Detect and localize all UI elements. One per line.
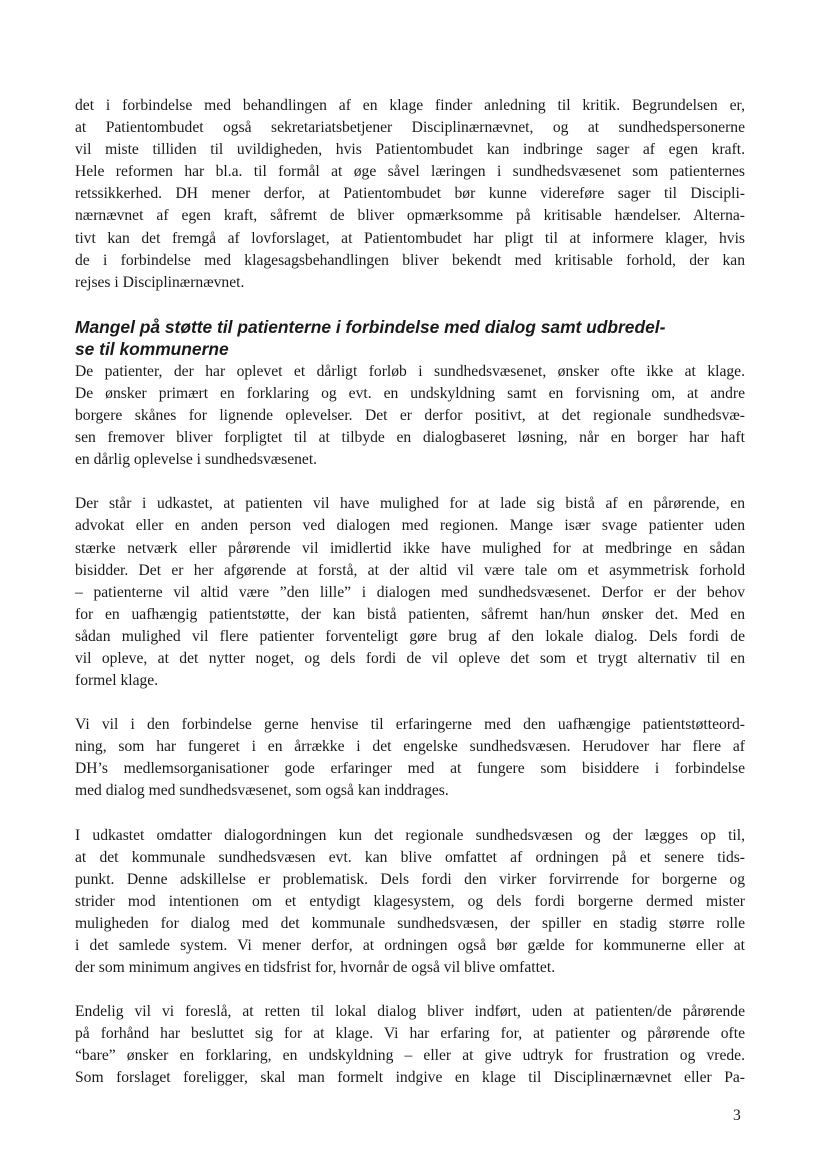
paragraph-dialog-intro <box>75 361 745 471</box>
text-line: Der står i udkastet, at patienten vil have mulighed for at lade sig bistå af en pårørende, en <box>75 495 745 513</box>
page-number: 3 <box>733 1107 741 1124</box>
text-line: sådan mulighed vil flere patienter forventeligt gøre brug af den lokale dialog. Dels fordi de <box>75 627 745 645</box>
text-line: nærnævnet af egen kraft, såfremt de bliver opmærksomme på kritisable hændelser. Alterna- <box>75 207 745 225</box>
text-line: borgere skånes for lignende oplevelser. Det er derfor positivt, at det regionale sundhedsvæ- <box>75 407 745 425</box>
paragraph-patient-support <box>75 493 745 692</box>
text-line: DH’s medlemsorganisationer gode erfaringer med at fungere som bisiddere i forbindelse <box>75 760 745 778</box>
text-line: punkt. Denne adskillelse er problematisk. Dels fordi den virker forvirrende for borgerne og <box>75 870 745 888</box>
text-line: strider mod intentionen om et entydigt klagesystem, og dels fordi borgerne dermed mister <box>75 892 745 910</box>
text-line: vil miste tilliden til uvildigheden, hvis Patientombudet kan indbringe sager af egen kraft. <box>75 141 745 159</box>
text-line: Hele reformen har bl.a. til formål at øge såvel læringen i sundhedsvæsenet som patienternes <box>75 163 745 181</box>
text-line: rejses i Disciplinærnævnet. <box>75 273 245 291</box>
paragraph-municipalities <box>75 825 745 980</box>
heading-line: Mangel på støtte til patienterne i forbindelse med dialog samt udbredel- <box>75 316 666 337</box>
text-line: der som minimum angives en tidsfrist for, hvornår de også vil blive omfattet. <box>75 959 556 977</box>
section-heading <box>75 316 745 360</box>
text-line: formel klage. <box>75 672 159 690</box>
text-line: “bare” ønsker en forklaring, en undskyldning – eller at give udtryk for frustration og vrede. <box>75 1047 745 1065</box>
text-line: sen fremover bliver forpligtet til at tilbyde en dialogbaseret løsning, når en borger har haft <box>75 429 745 447</box>
text-line: De ønsker primært en forklaring og evt. en undskyldning samt en forvisning om, at andre <box>75 384 745 402</box>
paragraph-experiences <box>75 714 745 802</box>
text-line: Som forslaget foreligger, skal man formelt indgive en klage til Disciplinærnævnet eller Pa- <box>75 1069 745 1087</box>
text-line: vil opleve, at det nytter noget, og dels fordi de vil opleve det som et trygt alternativ til en <box>75 649 745 667</box>
text-line: advokat eller en anden person ved dialogen med regionen. Mange især svage patienter uden <box>75 517 745 535</box>
text-line: De patienter, der har oplevet et dårligt forløb i sundhedsvæsenet, ønsker ofte ikke at klage. <box>75 362 745 380</box>
text-line: med dialog med sundhedsvæsenet, som også kan inddrages. <box>75 782 449 800</box>
text-line: Endelig vil vi foreslå, at retten til lokal dialog bliver indført, uden at patienten/de pårørende <box>75 1003 745 1021</box>
text-line: – patienterne vil altid være ”den lille” i dialogen med sundhedsvæsenet. Derfor er der behov <box>75 583 745 601</box>
text-line: Vi vil i den forbindelse gerne henvise til erfaringerne med den uafhængige patientstøtteord- <box>75 716 745 734</box>
text-line: at det kommunale sundhedsvæsen evt. kan blive omfattet af ordningen på et senere tids- <box>75 848 745 866</box>
text-line: stærke netværk eller pårørende vil imidlertid ikke have mulighed for at medbringe en sådan <box>75 539 745 557</box>
text-line: muligheden for dialog med det kommunale sundhedsvæsen, der spiller en stadig større rolle <box>75 914 745 932</box>
text-line: de i forbindelse med klagesagsbehandlingen bliver bekendt med kritisable forhold, der kan <box>75 251 745 269</box>
text-line: på forhånd har besluttet sig for at klage. Vi har erfaring for, at patienter og pårørende ofte <box>75 1025 745 1043</box>
text-line: retssikkerhed. DH mener derfor, at Patientombudet bør kunne videreføre sager til Discipli- <box>75 185 745 203</box>
text-line: det i forbindelse med behandlingen af en klage finder anledning til kritik. Begrundelsen er, <box>75 97 745 114</box>
document-page <box>75 95 745 1112</box>
text-line: en dårlig oplevelse i sundhedsvæsenet. <box>75 451 318 469</box>
text-line: I udkastet omdatter dialogordningen kun det regionale sundhedsvæsen og der lægges op til, <box>75 826 745 844</box>
paragraph-disciplinary-board <box>75 95 745 294</box>
text-line: at Patientombudet også sekretariatsbetjener Disciplinærnævnet, og at sundhedspersonerne <box>75 119 745 137</box>
text-line: bisidder. Det er her afgørende at forstå, at der altid vil være tale om et asymmetrisk forhold <box>75 561 745 579</box>
text-line: for en uafhængig patientstøtte, der kan bistå patienten, såfremt han/hun ønsker det. Med en <box>75 605 745 623</box>
heading-line: se til kommunerne <box>75 338 229 359</box>
text-line: i det samlede system. Vi mener derfor, at ordningen også bør gælde for kommunerne eller at <box>75 937 745 954</box>
text-line: tivt kan det fremgå af lovforslaget, at Patientombudet har pligt til at informere klager, hvis <box>75 229 745 247</box>
text-line: ning, som har fungeret i en årrække i det engelske sundhedsvæsen. Herudover har flere af <box>75 738 745 756</box>
paragraph-local-dialog <box>75 1001 745 1089</box>
